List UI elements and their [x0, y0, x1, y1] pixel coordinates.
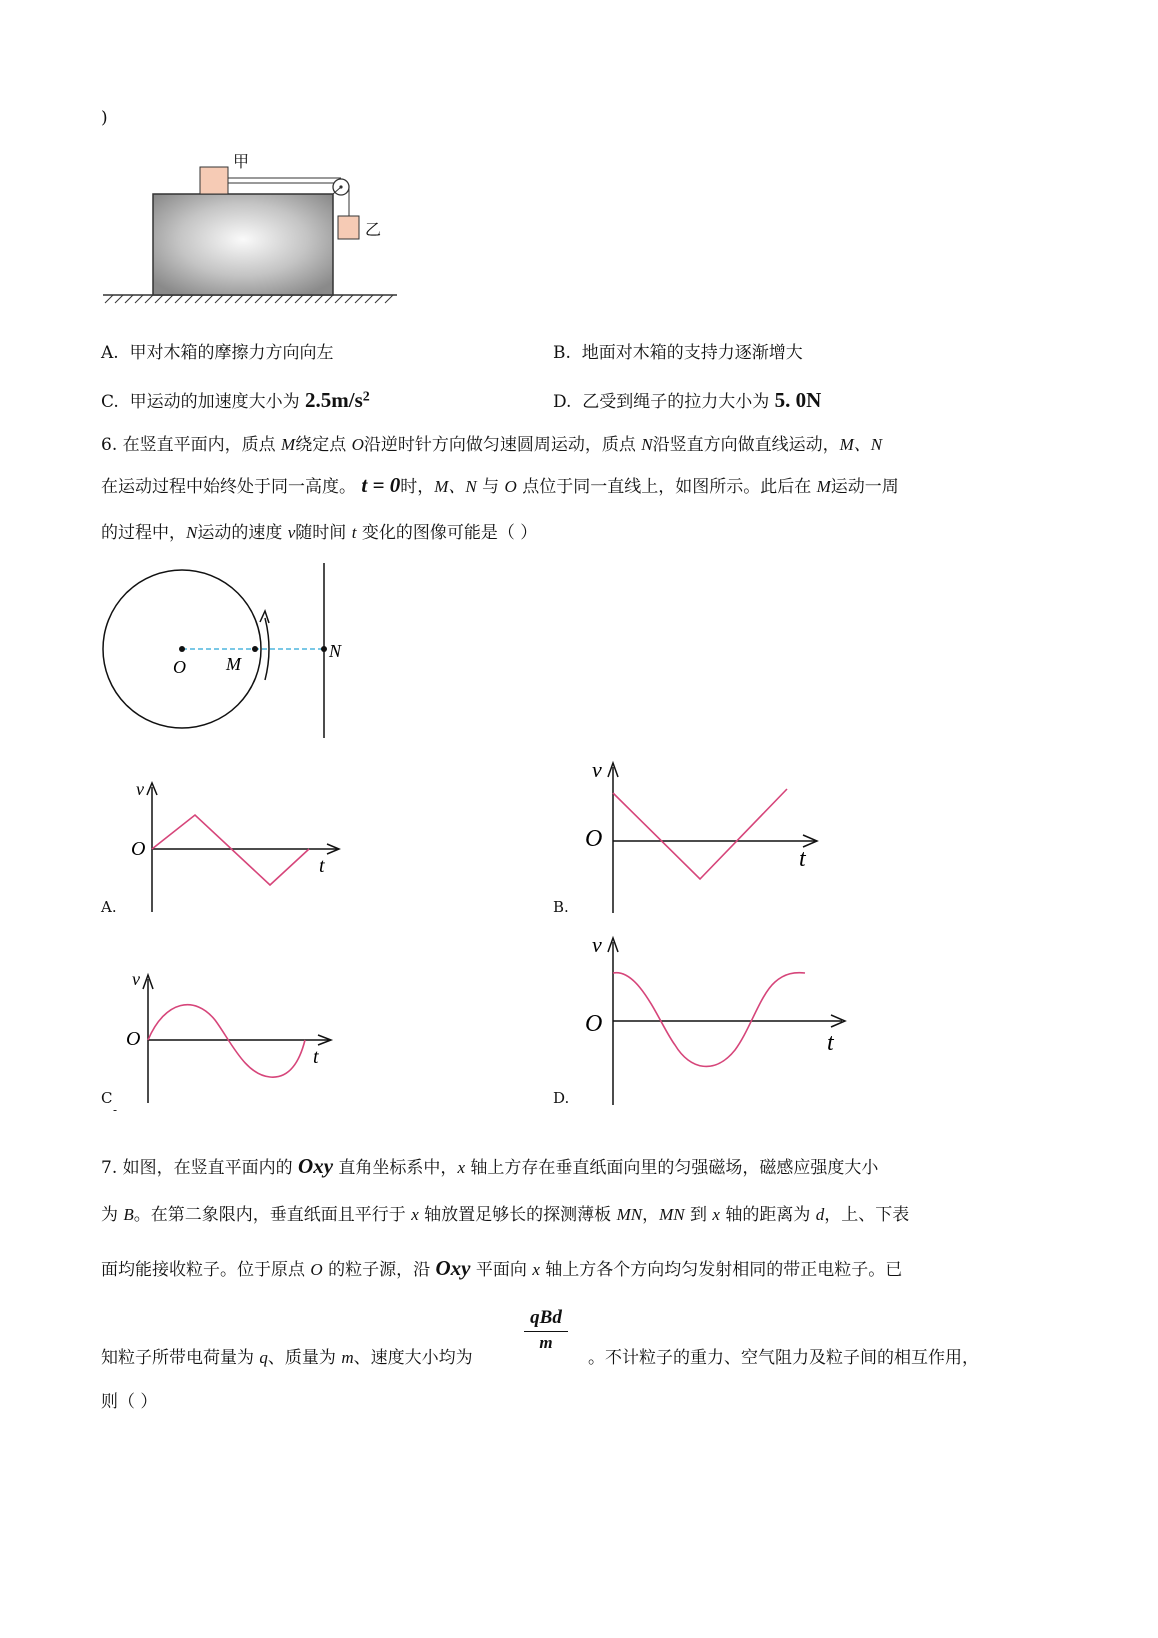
var-B: B: [123, 1205, 134, 1224]
label-O: O: [585, 826, 603, 852]
var-q: q: [259, 1348, 268, 1367]
option-text: 甲对木箱的摩擦力方向向左: [129, 343, 334, 363]
label-O: O: [585, 1011, 603, 1037]
text: 轴放置足够长的探测薄板: [418, 1205, 617, 1225]
point-N: [321, 646, 327, 652]
graph-b-curve: [613, 789, 787, 879]
q6-stem-line-3: [101, 518, 537, 543]
ground-hatch: [105, 295, 393, 303]
block-jia: [200, 167, 228, 194]
var-d: d: [815, 1205, 825, 1224]
var-x: x: [457, 1158, 465, 1177]
fraction-denominator: m: [539, 1333, 553, 1352]
graph-a-letter: A.: [101, 898, 117, 916]
var-O: O: [310, 1260, 323, 1279]
text: 、质量为: [267, 1348, 342, 1368]
q6-stem-line-2: [101, 472, 899, 498]
text: 的过程中，: [101, 523, 186, 543]
q7-stem-line-1: [101, 1153, 878, 1179]
var-M: M: [816, 477, 831, 496]
label-yi: 乙: [365, 222, 382, 239]
graph-a-curve: [152, 815, 309, 885]
option-letter: A.: [101, 343, 119, 363]
text: 为: [101, 1205, 124, 1225]
text: 轴的距离为: [719, 1205, 816, 1225]
var-MN: MN: [659, 1205, 685, 1224]
q6-circle-figure: [95, 558, 365, 743]
text: ，上、下表: [824, 1205, 910, 1225]
label-O: O: [173, 657, 186, 677]
q5-option-c: [101, 387, 370, 413]
text: 点位于同一直线上，如图所示。此后在: [516, 477, 817, 497]
var-MN: MN: [616, 1205, 643, 1224]
point-M: [252, 646, 258, 652]
q6-graph-b: [580, 755, 850, 920]
q7-stem-line-4: [101, 1343, 473, 1368]
q6-graph-d: [580, 930, 850, 1110]
label-jia: 甲: [233, 154, 250, 171]
text: 轴上方各个方向均匀发射相同的带正电粒子。已: [539, 1260, 903, 1280]
point-O: [179, 646, 185, 652]
graph-d-letter: D.: [553, 1089, 570, 1107]
label-t: t: [799, 846, 806, 872]
var-x: x: [712, 1205, 720, 1224]
text: 6. 在竖直平面内，质点: [101, 435, 282, 455]
arrow-up-icon: [260, 611, 269, 623]
label-v: v: [132, 969, 140, 989]
t-equals-zero: t = 0: [361, 473, 401, 497]
var-m: m: [341, 1348, 354, 1367]
q5-option-b: [553, 338, 803, 363]
label-N: N: [329, 641, 342, 661]
label-t: t: [319, 855, 325, 877]
text: 绕定点: [295, 435, 352, 455]
text: 、速度大小均为: [353, 1348, 473, 1368]
text: ，: [642, 1205, 660, 1225]
var-N: N: [641, 435, 653, 454]
text: 平面向: [470, 1260, 533, 1280]
graph-b-letter: B.: [553, 898, 569, 916]
option-text: 乙受到绳子的拉力大小为: [582, 392, 770, 412]
label-t: t: [313, 1046, 319, 1068]
acceleration-exponent: 2: [362, 389, 370, 405]
text: 在运动过程中始终处于同一高度。: [101, 477, 362, 497]
text: 到: [684, 1205, 713, 1225]
text: 知粒子所带电荷量为: [101, 1348, 260, 1368]
wooden-box: [153, 194, 333, 295]
text: 直角坐标系中，: [333, 1158, 458, 1178]
var-v: v: [287, 523, 296, 542]
label-v: v: [592, 932, 602, 957]
option-letter: C.: [101, 392, 119, 412]
q7-stem-line-2: [101, 1200, 909, 1225]
var-O: O: [351, 435, 364, 454]
option-text: 甲运动的加速度大小为: [129, 392, 300, 412]
text: 的粒子源，沿: [322, 1260, 436, 1280]
graph-c-letter: C: [101, 1089, 113, 1107]
q5-figure-box-pulley: [95, 148, 415, 308]
q6-stem-line-1: [101, 430, 882, 455]
text: 随时间: [295, 523, 352, 543]
q5-option-a: [101, 338, 334, 363]
var-MN: M、N: [839, 435, 883, 454]
var-t: t: [351, 523, 357, 542]
q5-option-d: [553, 387, 821, 413]
text: 7. 如图，在竖直平面内的: [101, 1158, 299, 1178]
block-yi: [338, 216, 359, 239]
text: 变化的图像可能是（ ）: [356, 523, 538, 543]
acceleration-value: 2.5m/s: [305, 388, 363, 412]
text: 面均能接收粒子。位于原点: [101, 1260, 311, 1280]
text: 运动一周: [830, 477, 899, 497]
graph-c-curve: [148, 1005, 305, 1077]
option-text: 地面对木箱的支持力逐渐增大: [581, 343, 803, 363]
q6-graph-a: [120, 775, 350, 920]
var-MN: M、N: [434, 477, 477, 496]
var-x: x: [411, 1205, 419, 1224]
var-Oxy: Oxy: [435, 1256, 471, 1280]
option-letter: B.: [553, 343, 571, 363]
text: 。在第二象限内，垂直纸面且平行于: [133, 1205, 412, 1225]
label-O: O: [126, 1028, 141, 1050]
option-letter: D.: [553, 392, 572, 412]
var-Oxy: Oxy: [298, 1154, 334, 1178]
tension-value: 5. 0N: [774, 388, 822, 412]
q6-graph-c: [120, 965, 350, 1110]
text: 沿逆时针方向做匀速圆周运动，质点: [363, 435, 642, 455]
label-t: t: [827, 1030, 834, 1056]
label-M: M: [226, 654, 241, 674]
var-x: x: [532, 1260, 540, 1279]
text: 与: [476, 477, 505, 497]
speed-fraction: [522, 1307, 570, 1354]
var-N: N: [186, 523, 198, 542]
q7-stem-line-4-end: 。不计粒子的重力、空气阻力及粒子间的相互作用，: [588, 1348, 979, 1368]
text: 运动的速度: [197, 523, 288, 543]
text: 沿竖直方向做直线运动，: [652, 435, 840, 455]
q5-tail-paren: ): [101, 108, 108, 128]
text: 轴上方存在垂直纸面向里的匀强磁场，磁感应强度大小: [464, 1158, 879, 1178]
graph-d-curve: [613, 973, 805, 1067]
var-M: M: [281, 435, 296, 454]
label-v: v: [592, 757, 602, 782]
text: 时，: [400, 477, 435, 497]
q7-stem-line-5: 则（ ）: [101, 1392, 158, 1412]
label-O: O: [131, 838, 146, 860]
stray-dot: -: [113, 1103, 118, 1117]
label-v: v: [136, 779, 144, 799]
var-O: O: [504, 477, 517, 496]
fraction-numerator: qBd: [530, 1307, 562, 1328]
q7-stem-line-3: [101, 1255, 902, 1281]
